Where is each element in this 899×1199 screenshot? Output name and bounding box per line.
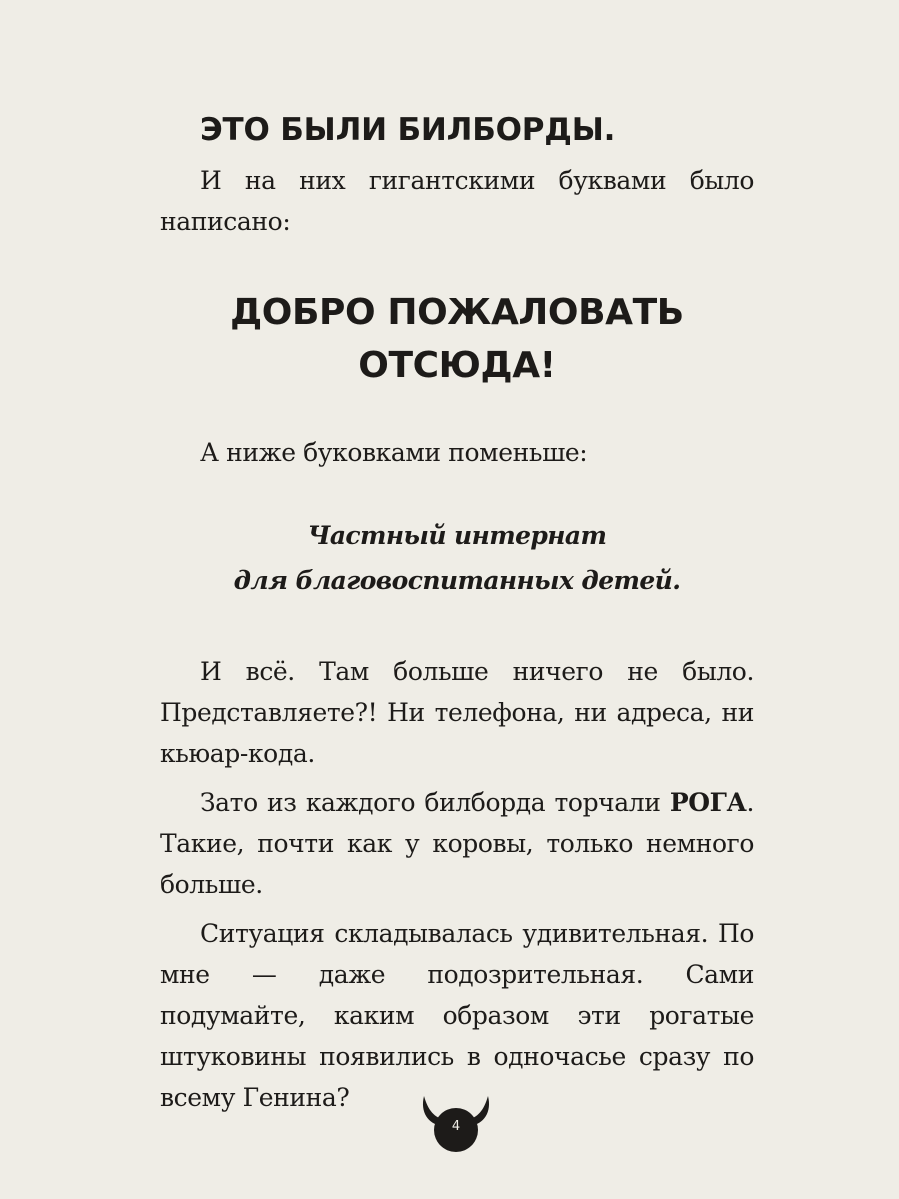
below-paragraph: А ниже буковками поменьше: — [200, 438, 588, 467]
billboard-subsign — [160, 513, 754, 603]
sign-line-1: ДОБРО ПОЖАЛОВАТЬ — [230, 292, 684, 333]
sign-line-2: ОТСЮДА! — [358, 345, 556, 386]
subsign-line-1: Частный интернат — [307, 521, 607, 550]
horns-emphasis: РОГА — [669, 788, 747, 817]
paragraph-2-start: Зато из каждого билборда торчали — [200, 788, 670, 817]
billboard-sign — [160, 286, 754, 392]
story-paragraph-1: И всё. Там больше ничего не было. Представляете?! Ни телефона, ни адреса, ни кьюар-кода. — [160, 657, 754, 768]
paragraph-2-end: . Такие, почти как у коровы, только немного больше. — [160, 788, 754, 899]
subsign-line-2: для благовоспитанных детей. — [233, 566, 681, 595]
page-content — [160, 108, 754, 1118]
section-heading: ЭТО БЫЛИ БИЛБОРДЫ. — [200, 112, 616, 148]
story-paragraph-2 — [160, 782, 754, 905]
page-number-marker — [418, 1094, 494, 1154]
intro-paragraph: И на них гигантскими буквами было написано: — [160, 166, 754, 236]
page-number: 4 — [451, 1119, 461, 1134]
story-paragraph-3: Ситуация складывалась удивительная. По мне — даже подозрительная. Сами подумайте, каким образом эти рогатые штуковины появились в одночасье сразу по всему Генина? — [160, 919, 754, 1112]
